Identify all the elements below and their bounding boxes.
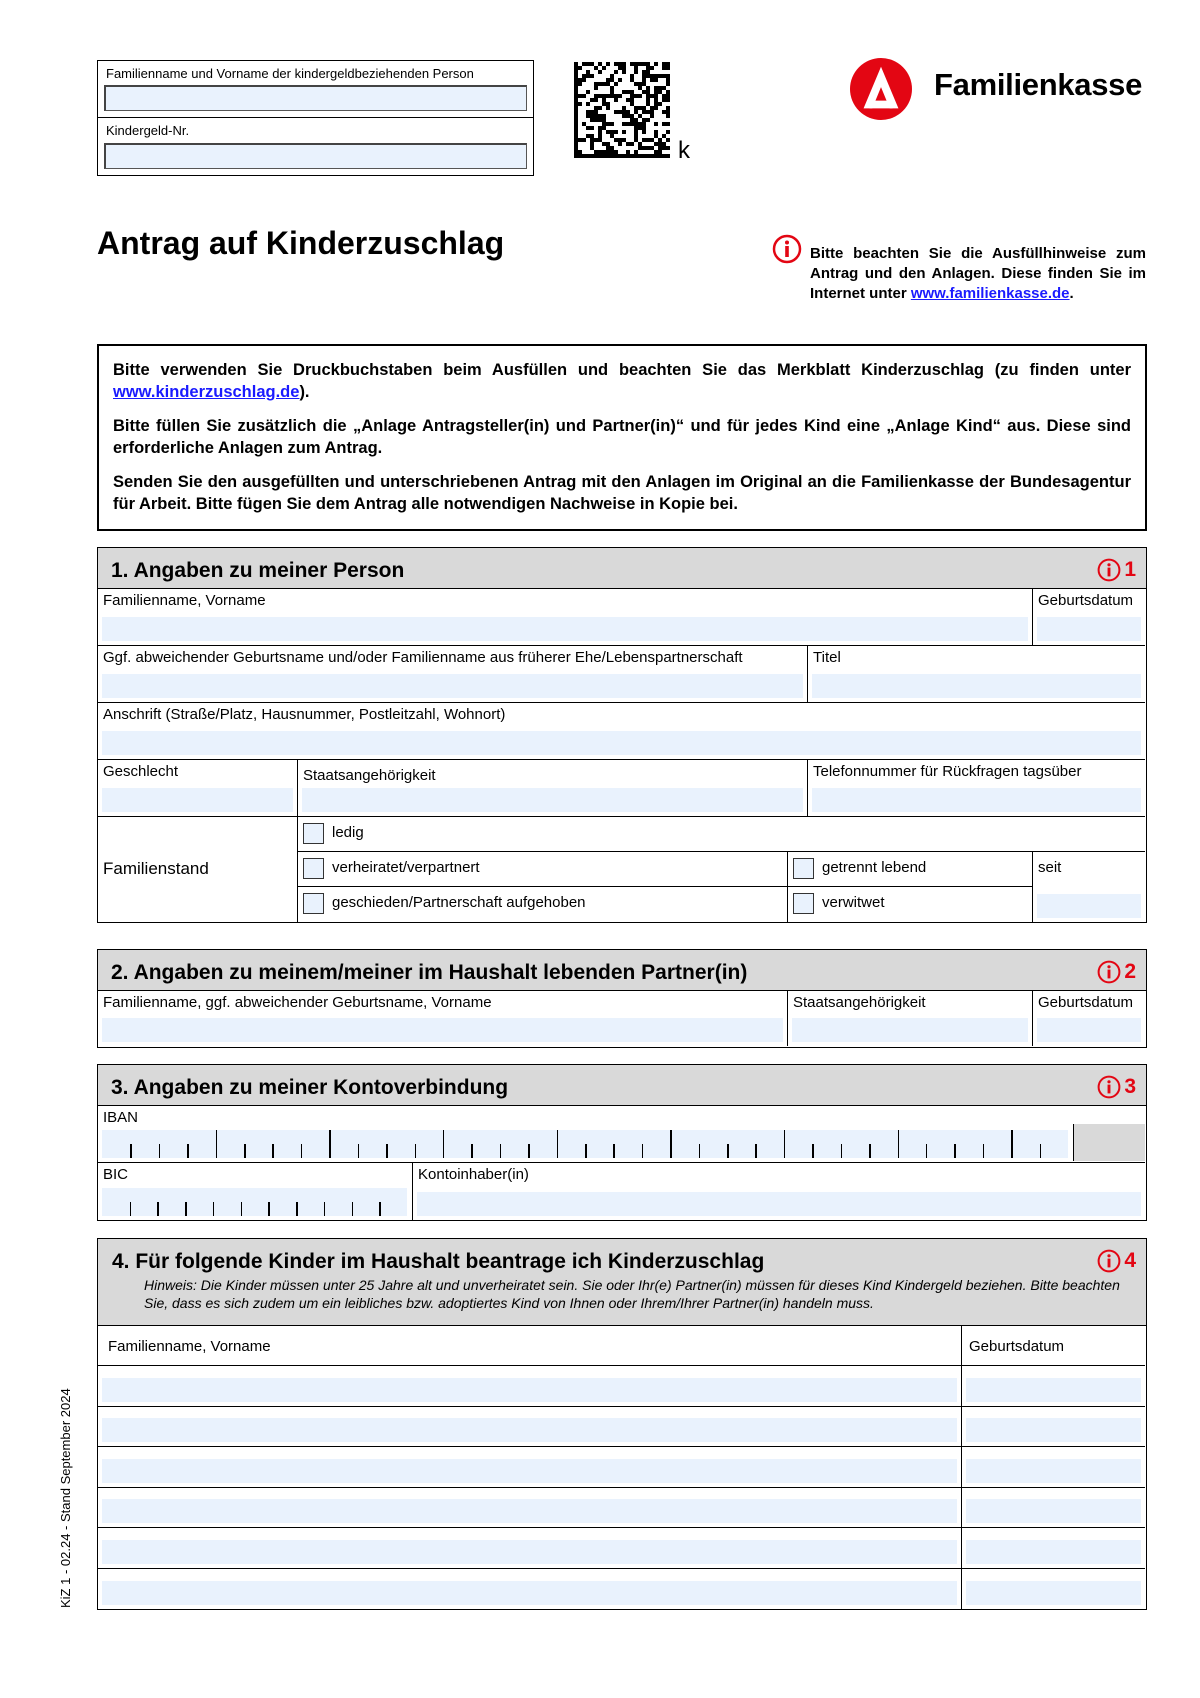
child-birth-input[interactable]	[966, 1499, 1141, 1523]
notice-box	[97, 344, 1147, 531]
section-partner	[97, 949, 1147, 1048]
person-title-input[interactable]	[812, 674, 1141, 698]
person-birthdate-input[interactable]	[1037, 617, 1141, 641]
child-birth-input[interactable]	[966, 1581, 1141, 1605]
child-name-input[interactable]	[102, 1499, 957, 1523]
child-name-input[interactable]	[102, 1581, 957, 1605]
children-birth-header: Geburtsdatum	[962, 1326, 1145, 1366]
comb-tick	[869, 1144, 871, 1158]
comb-tick	[443, 1130, 445, 1158]
comb-tick	[727, 1144, 729, 1158]
marital-since-input[interactable]	[1037, 894, 1141, 918]
comb-tick	[272, 1144, 274, 1158]
child-name-cell	[98, 1528, 962, 1569]
person-address-input[interactable]	[102, 731, 1141, 755]
holder-cell: Kontoinhaber(in)	[413, 1163, 1145, 1220]
separated-checkbox[interactable]	[793, 858, 814, 879]
marital-label-cell: Familienstand	[98, 817, 298, 922]
child-birth-cell	[962, 1447, 1145, 1488]
marital-widowed-row: verwitwet	[788, 887, 1033, 922]
comb-tick	[1040, 1144, 1042, 1158]
person-nationality-cell: Staatsangehörigkeit	[298, 760, 808, 817]
comb-tick	[301, 1144, 303, 1158]
iban-unused-area	[1073, 1124, 1145, 1161]
person-phone-cell: Telefonnummer für Rückfragen tagsüber	[808, 760, 1145, 817]
child-birth-cell	[962, 1528, 1145, 1569]
child-birth-input[interactable]	[966, 1540, 1141, 1564]
notice-paragraph-2: Bitte füllen Sie zusätzlich die „Anlage Antragsteller(in) und Partner(in)“ und für jedes Kind eine „Anlage Kind“ aus. Diese sind erforderliche Anlagen zum Antrag.	[113, 417, 1131, 457]
child-birth-cell	[962, 1488, 1145, 1529]
comb-tick	[352, 1202, 354, 1216]
info-icon	[1097, 960, 1121, 984]
applicant-id-box	[97, 60, 534, 176]
child-name-input[interactable]	[102, 1378, 957, 1402]
child-name-input[interactable]	[102, 1459, 957, 1483]
notice-paragraph-1: Bitte verwenden Sie Druckbuchstaben beim Ausfüllen und beachten Sie das Merkblatt Kinderzuschlag (zu finden unter www.kinderzuschlag.de).	[113, 361, 1131, 401]
comb-tick	[324, 1202, 326, 1216]
person-nationality-input[interactable]	[302, 788, 803, 812]
section-children-hint: Hinweis: Die Kinder müssen unter 25 Jahre alt und unverheiratet sein. Sie oder Ihr(e) Partner(in) müssen für dieses Kind Kindergeld beziehen. Bitte beachten Sie, dass es sich zudem um ein leibliches bzw. adoptiertes Kind von Ihnen oder Ihrem/Ihrer Partner(in) handeln muss.	[144, 1277, 1120, 1311]
kg-number-label: Kindergeld-Nr.	[106, 123, 190, 138]
comb-tick	[157, 1202, 159, 1216]
parent-name-row	[98, 61, 533, 118]
section-person-header	[98, 548, 1146, 589]
marital-married-row: verheiratet/verpartnert	[298, 852, 788, 887]
person-gender-cell: Geschlecht	[98, 760, 298, 817]
comb-tick	[130, 1202, 132, 1216]
person-phone-input[interactable]	[812, 788, 1141, 812]
child-birth-input[interactable]	[966, 1459, 1141, 1483]
partner-birthdate-input[interactable]	[1037, 1018, 1141, 1042]
section-children-title: 4. Für folgende Kinder im Haushalt beantrage ich Kinderzuschlag	[112, 1250, 765, 1273]
child-birth-input[interactable]	[966, 1378, 1141, 1402]
person-name-cell: Familienname, Vorname	[98, 589, 1033, 646]
child-name-cell	[98, 1488, 962, 1529]
kinderzuschlag-link[interactable]: www.kinderzuschlag.de	[113, 382, 300, 401]
comb-tick	[187, 1144, 189, 1158]
parent-name-label: Familienname und Vorname der kindergeldbeziehenden Person	[106, 66, 474, 81]
comb-tick	[471, 1144, 473, 1158]
comb-tick	[670, 1130, 672, 1158]
parent-name-input[interactable]	[104, 85, 527, 111]
married-checkbox[interactable]	[303, 858, 324, 879]
comb-tick	[1011, 1130, 1013, 1158]
comb-tick	[983, 1144, 985, 1158]
marital-single-row: ledig	[298, 817, 1145, 852]
comb-tick	[415, 1144, 417, 1158]
arbeitsagentur-logo-icon	[850, 58, 912, 120]
comb-tick	[926, 1144, 928, 1158]
bic-input[interactable]	[102, 1188, 407, 1216]
comb-tick	[954, 1144, 956, 1158]
bic-cell: BIC	[98, 1163, 413, 1220]
comb-tick	[642, 1144, 644, 1158]
info-icon	[772, 234, 802, 264]
comb-tick	[500, 1144, 502, 1158]
partner-name-cell: Familienname, ggf. abweichender Geburtsname, Vorname	[98, 991, 788, 1046]
comb-tick	[241, 1202, 243, 1216]
marital-divorced-row: geschieden/Partnerschaft aufgehoben	[298, 887, 788, 922]
children-name-header: Familienname, Vorname	[98, 1326, 962, 1366]
partner-birthdate-cell: Geburtsdatum	[1033, 991, 1145, 1046]
section-person	[97, 547, 1147, 923]
marital-separated-row: getrennt lebend	[788, 852, 1033, 887]
comb-tick	[216, 1130, 218, 1158]
iban-input[interactable]	[102, 1130, 1068, 1158]
datamatrix-code-icon	[574, 62, 670, 158]
comb-tick	[557, 1130, 559, 1158]
holder-input[interactable]	[417, 1192, 1141, 1216]
widowed-checkbox[interactable]	[793, 893, 814, 914]
iban-cell: IBAN	[98, 1106, 1145, 1163]
person-birthdate-cell: Geburtsdatum	[1033, 589, 1145, 646]
section-person-info[interactable]: 1	[1097, 558, 1136, 582]
comb-tick	[386, 1144, 388, 1158]
marital-since-cell: seit	[1033, 852, 1145, 922]
child-name-cell	[98, 1447, 962, 1488]
child-name-cell	[98, 1366, 962, 1407]
section-children-info[interactable]: 4	[1097, 1249, 1136, 1273]
comb-tick	[244, 1144, 246, 1158]
comb-tick	[812, 1144, 814, 1158]
section-partner-info[interactable]: 2	[1097, 960, 1136, 984]
info-icon	[1097, 1249, 1121, 1273]
person-birthname-cell: Ggf. abweichender Geburtsname und/oder Familienname aus früherer Ehe/Lebenspartnerschaft	[98, 646, 808, 703]
partner-name-input[interactable]	[102, 1018, 783, 1042]
person-name-input[interactable]	[102, 617, 1028, 641]
child-birth-cell	[962, 1569, 1145, 1610]
section-person-title: 1. Angaben zu meiner Person	[111, 559, 405, 582]
kg-number-row	[98, 118, 533, 175]
section-partner-header	[98, 950, 1146, 991]
hint-text: Bitte beachten Sie die Ausfüllhinweise zum Antrag und den Anlagen. Diese finden Sie im Internet unter www.familienkasse.de.	[810, 245, 1146, 302]
person-title-cell: Titel	[808, 646, 1145, 703]
child-birth-input[interactable]	[966, 1418, 1141, 1442]
familienkasse-link[interactable]: www.familienkasse.de	[910, 285, 1070, 302]
kg-number-input[interactable]	[104, 143, 527, 169]
comb-tick	[613, 1144, 615, 1158]
qr-suffix: k	[678, 137, 690, 164]
single-checkbox[interactable]	[303, 823, 324, 844]
child-birth-cell	[962, 1366, 1145, 1407]
section-partner-title: 2. Angaben zu meinem/meiner im Haushalt lebenden Partner(in)	[111, 961, 748, 984]
section-bank	[97, 1064, 1147, 1221]
section-bank-header	[98, 1065, 1146, 1106]
section-bank-title: 3. Angaben zu meiner Kontoverbindung	[111, 1076, 509, 1099]
page-title: Antrag auf Kinderzuschlag	[97, 225, 505, 261]
child-name-input[interactable]	[102, 1540, 957, 1564]
section-children-header	[98, 1239, 1146, 1326]
comb-tick	[159, 1144, 161, 1158]
comb-tick	[784, 1130, 786, 1158]
comb-tick	[699, 1144, 701, 1158]
comb-tick	[213, 1202, 215, 1216]
child-name-cell	[98, 1407, 962, 1448]
divorced-checkbox[interactable]	[303, 893, 324, 914]
section-children	[97, 1238, 1147, 1610]
person-gender-input[interactable]	[102, 788, 293, 812]
comb-tick	[358, 1144, 360, 1158]
notice-paragraph-3: Senden Sie den ausgefüllten und unterschriebenen Antrag mit den Anlagen im Original an die Familienkasse der Bundesagentur für Arbeit. Bitte fügen Sie dem Antrag alle notwendigen Nachweise in Kopie bei.	[113, 473, 1131, 513]
comb-tick	[585, 1144, 587, 1158]
comb-tick	[528, 1144, 530, 1158]
comb-tick	[898, 1130, 900, 1158]
logo-text: Familienkasse	[934, 67, 1143, 102]
child-name-cell	[98, 1569, 962, 1610]
comb-tick	[755, 1144, 757, 1158]
partner-nationality-input[interactable]	[792, 1018, 1028, 1042]
comb-tick	[185, 1202, 187, 1216]
comb-tick	[296, 1202, 298, 1216]
comb-tick	[329, 1130, 331, 1158]
comb-tick	[268, 1202, 270, 1216]
comb-tick	[841, 1144, 843, 1158]
form-version-text: KiZ 1 - 02.24 - Stand September 2024	[58, 1388, 73, 1608]
child-birth-cell	[962, 1407, 1145, 1448]
comb-tick	[379, 1202, 381, 1216]
comb-tick	[130, 1144, 132, 1158]
person-address-cell: Anschrift (Straße/Platz, Hausnummer, Postleitzahl, Wohnort)	[98, 703, 1145, 760]
person-birthname-input[interactable]	[102, 674, 803, 698]
child-name-input[interactable]	[102, 1418, 957, 1442]
section-bank-info[interactable]: 3	[1097, 1075, 1136, 1099]
info-icon	[1097, 1075, 1121, 1099]
info-icon	[1097, 558, 1121, 582]
partner-nationality-cell: Staatsangehörigkeit	[788, 991, 1033, 1046]
